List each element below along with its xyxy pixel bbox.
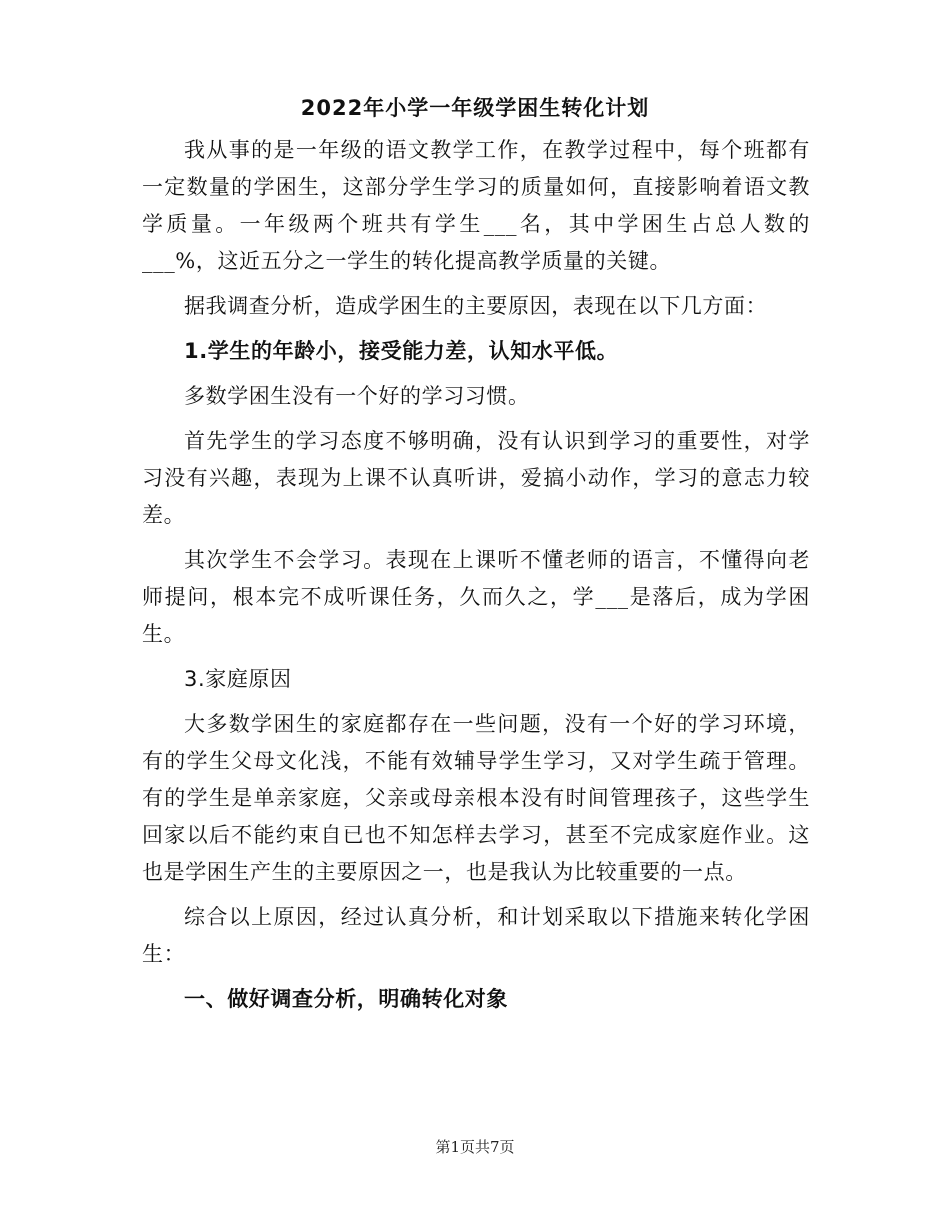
measures-intro-paragraph: 综合以上原因，经过认真分析，和计划采取以下措施来转化学困生： <box>142 905 810 966</box>
document-title: 2022年小学一年级学困生转化计划 <box>300 96 650 120</box>
page-number: 第1页共7页 <box>435 1138 515 1156</box>
attitude-paragraph: 首先学生的学习态度不够明确，没有认识到学习的重要性，对学习没有兴趣，表现为上课不认真听讲，爱搞小动作，学习的意志力较差。 <box>142 429 810 527</box>
section-heading-age: 1.学生的年龄小，接受能力差，认知水平低。 <box>184 339 619 363</box>
analysis-paragraph: 据我调查分析，造成学困生的主要原因，表现在以下几方面： <box>184 294 768 318</box>
section-heading-family: 3.家庭原因 <box>184 667 292 691</box>
section-heading-investigation: 一、做好调查分析，明确转化对象 <box>184 987 508 1011</box>
intro-paragraph: 我从事的是一年级的语文教学工作，在教学过程中，每个班都有一定数量的学困生，这部分学生学习的质量如何，直接影响着语文教学质量。一年级两个班共有学生___名，其中学困生占总人数的___%，这近五分之一学生的转化提高教学质量的关键。 <box>142 138 810 273</box>
learning-method-paragraph: 其次学生不会学习。表现在上课听不懂老师的语言，不懂得向老师提问，根本完不成听课任务，久而久之，学___是落后，成为学困生。 <box>142 548 810 646</box>
family-paragraph: 大多数学困生的家庭都存在一些问题，没有一个好的学习环境，有的学生父母文化浅，不能有效辅导学生学习，又对学生疏于管理。有的学生是单亲家庭，父亲或母亲根本没有时间管理孩子，这些学生回家以后不能约束自已也不知怎样去学习，甚至不完成家庭作业。这也是学困生产生的主要原因之一，也是我认为比较重要的一点。 <box>142 712 810 884</box>
habit-paragraph: 多数学困生没有一个好的学习习惯。 <box>184 384 530 408</box>
document-body <box>142 132 810 1026</box>
